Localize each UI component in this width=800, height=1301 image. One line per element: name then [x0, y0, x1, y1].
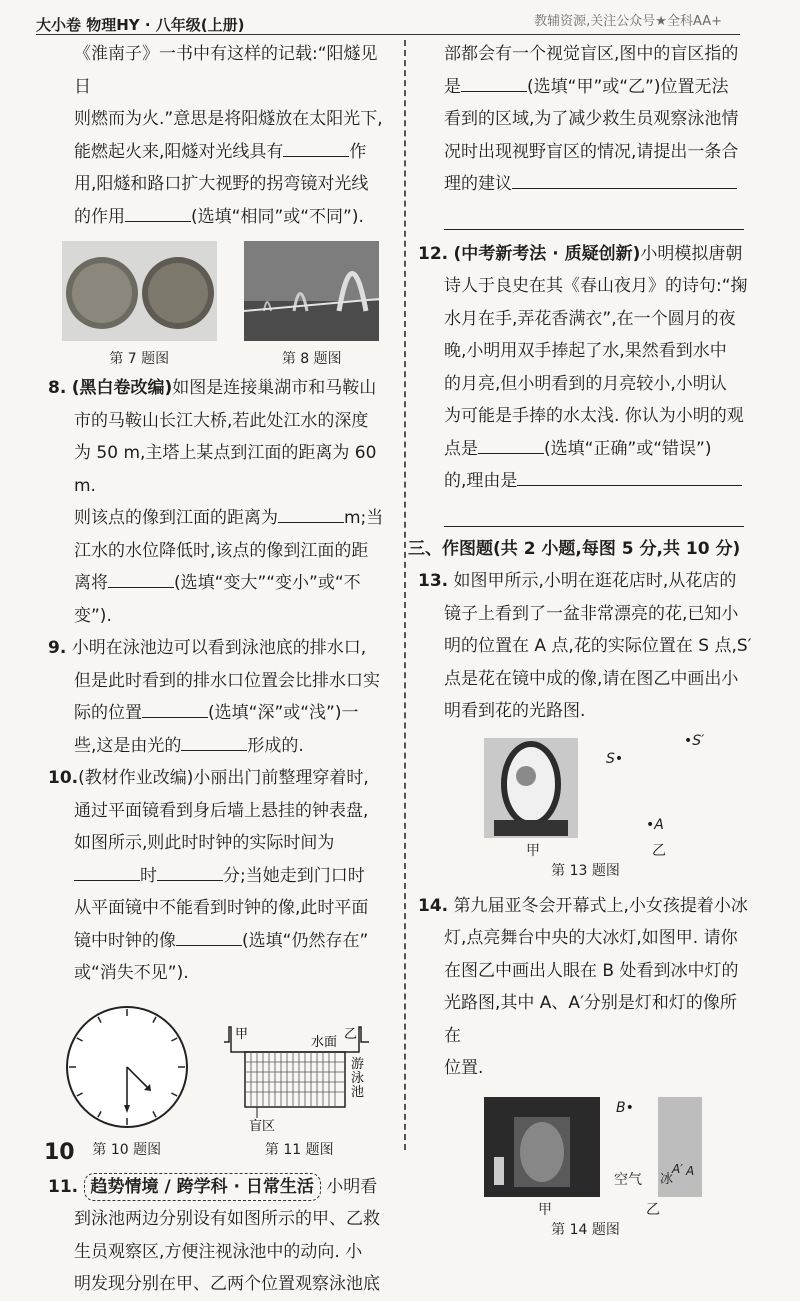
q8-line: [48, 502, 393, 535]
q10-text: 小丽出门前整理穿着时,: [193, 768, 369, 788]
q13-line: 点是花在镜中成的像,请在图乙中画出小: [444, 668, 739, 689]
air-label: 空气: [614, 1171, 642, 1188]
point-A-ice: [686, 1163, 694, 1179]
answer-blank[interactable]: [517, 465, 742, 486]
q10-line: 从平面镜中不能看到时钟的像,此时平面: [74, 898, 369, 918]
pool-label-char: 池: [351, 1084, 365, 1100]
q7-line: [48, 201, 393, 234]
q8-text: 则该点的像到江面的距离为: [74, 508, 278, 528]
point-A: •A: [646, 816, 664, 833]
q8-tag: (黑白卷改编): [71, 378, 173, 398]
point-A-ice-label: A: [686, 1163, 695, 1178]
q13-number: 13.: [418, 571, 449, 591]
figures-7-8: [48, 241, 393, 370]
question-13: [418, 565, 753, 878]
q12-text: (选填“正确”或“错误”): [544, 438, 712, 459]
q9-text: 些,这是由光的: [74, 735, 182, 756]
q7-text: (选填“相同”或“不同”).: [191, 206, 364, 227]
question-12: [418, 238, 753, 527]
bridge-photo: [244, 241, 379, 341]
q12-line: 晚,小明用双手捧起了水,果然看到水中: [444, 341, 727, 361]
q9-line: [48, 697, 393, 730]
point-S-prime-label: S′: [692, 732, 705, 749]
right-column: [408, 38, 753, 1247]
q10-line: [48, 860, 393, 893]
q12-line: 诗人于良史在其《春山夜月》的诗句:“掬: [444, 276, 748, 296]
figure-8: [244, 241, 379, 370]
figures-10-11: [48, 1002, 393, 1161]
figure-10-caption: 第 10 题图: [92, 1141, 162, 1158]
answer-line[interactable]: [444, 498, 744, 527]
question-9: [48, 632, 393, 762]
q8-text: 离将: [74, 573, 108, 593]
q8-line: 为 50 m,主塔上某点到江面的距离为 60 m.: [74, 443, 377, 496]
answer-blank[interactable]: [512, 168, 737, 189]
point-B: B•: [616, 1099, 634, 1116]
point-S-label: S: [606, 750, 615, 767]
q10-tag: (教材作业改编): [78, 768, 194, 788]
point-S-prime: •S′: [684, 732, 705, 749]
figure-11-caption: 第 11 题图: [264, 1141, 334, 1158]
q12-line: 水月在手,弄花香满衣”,在一个圆月的夜: [444, 308, 736, 329]
pool-label-blind: 盲区: [249, 1118, 276, 1132]
figure-11: [219, 1022, 379, 1161]
point-B-label: B: [616, 1099, 626, 1116]
q11-badge: 趋势情境 / 跨学科 · 日常生活: [84, 1173, 321, 1201]
q9-text: 小明在泳池边可以看到泳池底的排水口,: [71, 638, 367, 658]
q11-line: 况时出现视野盲区的情况,请提出一条合: [444, 141, 739, 162]
q9-text: 形成的.: [247, 735, 304, 756]
q11-line: 看到的区域,为了减少救生员观察泳池情: [444, 109, 739, 129]
point-A-label: A: [654, 816, 664, 833]
q10-text: 镜中时钟的像: [74, 930, 176, 951]
point-A-prime-label: A′: [672, 1161, 683, 1176]
q11-badge-cross: 跨学科 · 日常生活: [176, 1176, 314, 1197]
figure-14: [418, 1097, 753, 1247]
q11-line: 到泳池两边分别设有如图所示的甲、乙救: [74, 1209, 380, 1229]
pool-diagram: [219, 1022, 379, 1132]
q7-line: 《淮南子》一书中有这样的记载:“阳燧见日: [74, 44, 378, 97]
figure-14-caption: 第 14 题图: [551, 1221, 620, 1238]
q12-text: 点是: [444, 438, 478, 459]
q9-number: 9.: [48, 638, 67, 658]
q14-line: 在图乙中画出人眼在 B 处看到冰中灯的: [444, 960, 739, 981]
q11-line: 明发现分别在甲、乙两个位置观察泳池底: [74, 1274, 380, 1294]
ice-lantern-photo: [484, 1097, 600, 1197]
q14-line: 位置.: [444, 1058, 484, 1078]
q11-text: 小明看: [326, 1176, 378, 1197]
question-11-left: [48, 1171, 393, 1301]
q14-label-jia: 甲: [538, 1201, 552, 1218]
answer-line[interactable]: [444, 201, 744, 230]
q9-text: (选填“深”或“浅”)一: [208, 703, 359, 723]
answer-blank[interactable]: [283, 136, 349, 157]
answer-blank[interactable]: [181, 730, 247, 751]
figure-7-caption: 第 7 题图: [109, 351, 170, 367]
q8-text: m;当: [344, 508, 384, 528]
q12-number: 12.: [418, 243, 449, 264]
q8-number: 8.: [48, 378, 67, 398]
answer-blank[interactable]: [461, 71, 527, 92]
q14-line: 灯,点亮舞台中央的大冰灯,如图甲. 请你: [444, 928, 738, 948]
answer-blank[interactable]: [108, 567, 174, 588]
q12-line: [418, 465, 753, 498]
q12-text: 小明模拟唐朝: [640, 243, 743, 264]
ice-label: 冰: [660, 1171, 674, 1187]
question-11-right: [418, 38, 753, 230]
q13-label-yi: 乙: [652, 842, 666, 859]
answer-blank[interactable]: [157, 860, 223, 881]
q10-line: 如图所示,则此时时钟的实际时间为: [74, 833, 335, 853]
q10-text: (选填“仍然存在”: [242, 930, 369, 951]
q11-line: [418, 168, 753, 201]
q11-number: 11.: [48, 1176, 79, 1197]
section-heading: 三、作图题(共 2 小题,每图 5 分,共 10 分): [408, 538, 741, 559]
q12-line: 为可能是手捧的水太浅. 你认为小明的观: [444, 406, 744, 426]
q14-line: 光路图,其中 A、A′分别是灯和灯的像所在: [444, 993, 737, 1046]
answer-blank[interactable]: [142, 697, 208, 718]
q14-text: 第九届亚冬会开幕式上,小女孩提着小冰: [453, 895, 748, 916]
pool-label-char: 游: [351, 1056, 365, 1072]
q10-line: 通过平面镜看到身后墙上悬挂的钟表盘,: [74, 800, 369, 821]
q12-line: 的月亮,但小明看到的月亮较小,小明认: [444, 373, 727, 394]
question-14: [418, 890, 753, 1247]
answer-blank[interactable]: [478, 433, 544, 454]
header-title: 大小卷 物理HY · 八年级(上册): [36, 16, 245, 34]
q13-line: 明看到花的光路图.: [444, 701, 586, 721]
q14-number: 14.: [418, 895, 449, 916]
pool-label-jia: 甲: [235, 1026, 249, 1042]
question-8: [48, 372, 393, 632]
answer-blank[interactable]: [125, 201, 191, 222]
q10-line: 或“消失不见”).: [74, 963, 189, 983]
q10-number: 10.: [48, 768, 79, 788]
point-S: S•: [606, 750, 624, 767]
answer-blank[interactable]: [74, 860, 140, 881]
yangsui-mirror-photo: [62, 241, 217, 341]
question-7: [48, 38, 393, 370]
q10-text: 分;当她走到门口时: [223, 865, 365, 886]
answer-blank[interactable]: [278, 502, 344, 523]
q9-line: 但是此时看到的排水口位置会比排水口实: [74, 670, 380, 691]
point-A-prime: [672, 1161, 683, 1177]
q9-line: [48, 730, 393, 763]
answer-blank[interactable]: [176, 925, 242, 946]
pool-label-yi: 乙: [344, 1026, 358, 1042]
pool-label-water: 水面: [311, 1034, 338, 1050]
mirror-photo: [484, 738, 578, 838]
figure-13-caption: 第 13 题图: [551, 862, 620, 879]
q8-line: 市的马鞍山长江大桥,若此处江水的深度: [74, 410, 369, 431]
header-watermark: 教辅资源,关注公众号★全科AA+: [534, 14, 722, 29]
q11-line: 生员观察区,方便注视泳池中的动向. 小: [74, 1241, 363, 1262]
q11-line: [418, 71, 753, 104]
q12-tag: (中考新考法 · 质疑创新): [453, 243, 641, 264]
q11-line: 部都会有一个视觉盲区,图中的盲区指的: [444, 44, 739, 64]
q7-text: 能燃起火来,阳燧对光线具有: [74, 141, 284, 162]
q8-text: (选填“变大”“变小”或“不: [174, 573, 361, 593]
q14-label-yi: 乙: [646, 1201, 660, 1218]
clock-face-diagram: [62, 1002, 192, 1132]
q13-label-jia: 甲: [526, 842, 540, 859]
q11-text: 理的建议: [444, 174, 512, 194]
q7-line: [48, 136, 393, 169]
left-column: [48, 38, 393, 1301]
q8-text: 如图是连接巢湖市和马鞍山: [172, 378, 377, 398]
q13-line: 镜子上看到了一盆非常漂亮的花,已知小: [444, 603, 739, 624]
q8-line: 江水的水位降低时,该点的像到江面的距: [74, 540, 369, 561]
q10-line: [48, 925, 393, 958]
figure-13: [418, 732, 753, 879]
figure-8-caption: 第 8 题图: [281, 351, 342, 367]
q12-text: 的,理由是: [444, 471, 518, 491]
figure-10: [62, 1002, 192, 1161]
q9-text: 际的位置: [74, 703, 142, 723]
q8-line: 变”).: [74, 605, 112, 626]
q7-text: 作: [349, 141, 367, 162]
q13-line: 明的位置在 A 点,花的实际位置在 S 点,S′: [444, 636, 752, 656]
page-number: 10: [44, 1140, 75, 1165]
figure-7: [62, 241, 217, 370]
q12-line: [418, 433, 753, 466]
column-divider: [404, 40, 406, 1150]
header-rule: [36, 34, 740, 35]
q7-line: 用,阳燧和路口扩大视野的拐弯镜对光线: [74, 174, 369, 194]
pool-label-char: 泳: [351, 1070, 365, 1086]
q11-text: 是: [444, 76, 461, 97]
q13-text: 如图甲所示,小明在逛花店时,从花店的: [453, 571, 737, 591]
q10-text: 时: [140, 865, 157, 886]
q11-text: (选填“甲”或“乙”)位置无法: [527, 76, 729, 97]
q11-badge-trend: 趋势情境: [90, 1176, 159, 1197]
q7-line: 则燃而为火.”意思是将阳燧放在太阳光下,: [74, 109, 383, 129]
question-10: [48, 762, 393, 1161]
q8-line: [48, 567, 393, 600]
q7-text: 的作用: [74, 206, 125, 227]
